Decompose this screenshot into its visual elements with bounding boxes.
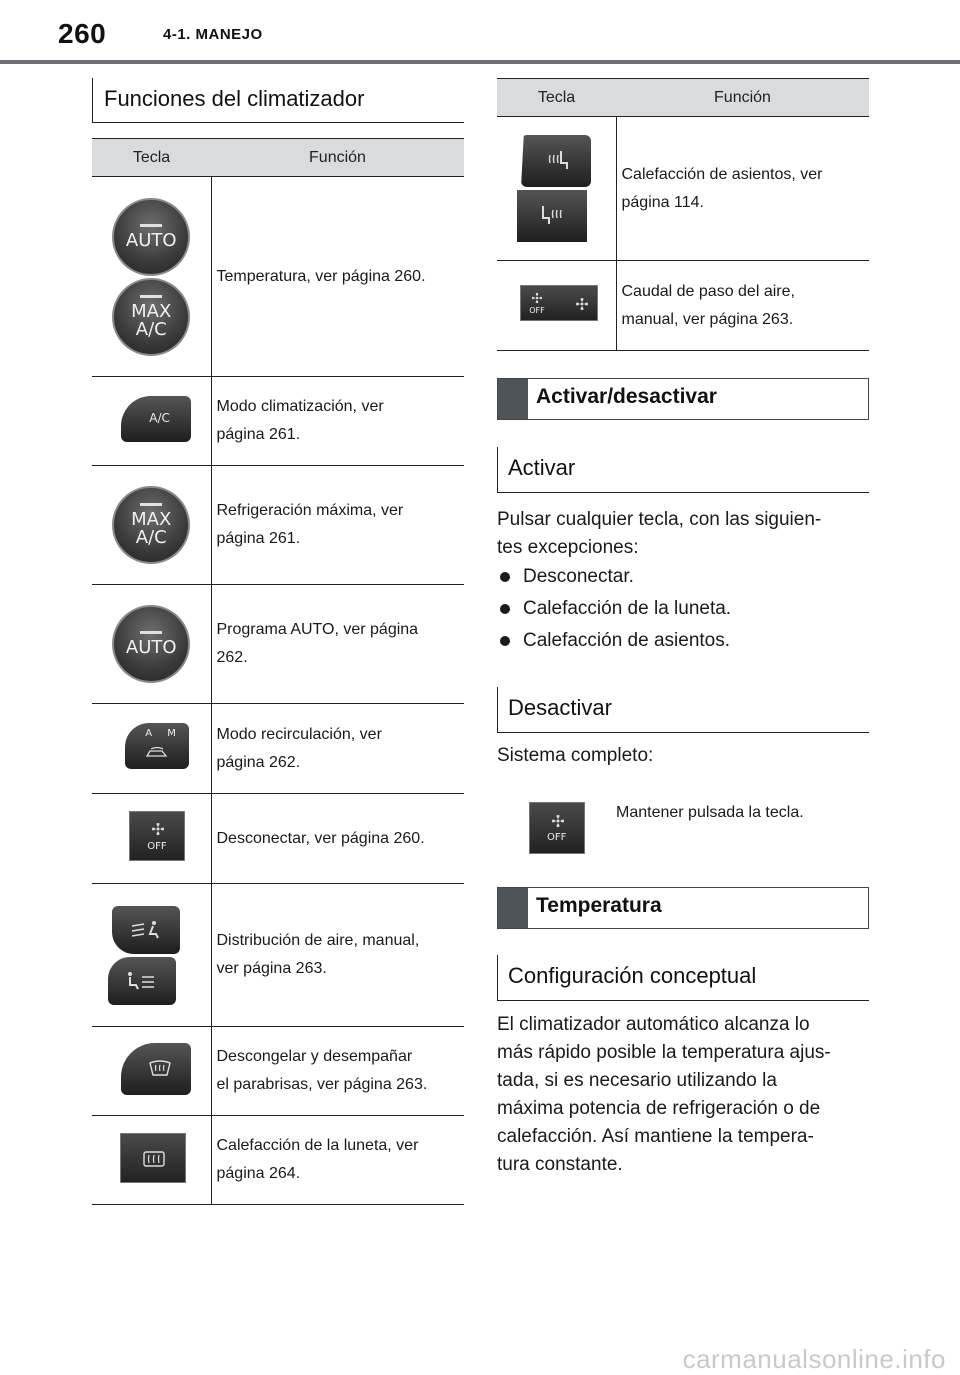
section-band-temperatura [497, 887, 869, 929]
watermark: carmanualsonline.info [682, 1344, 946, 1374]
page-number: 260 [58, 18, 107, 49]
auto-button-icon: AUTO [112, 198, 190, 276]
table-row [92, 177, 464, 377]
column-header-function: Función [616, 79, 869, 117]
function-description: Calefacción de la luneta, ver página 264. [211, 1116, 464, 1205]
list-item: Calefacción de la luneta. [497, 594, 869, 626]
auto-button-icon: AUTO [112, 605, 190, 683]
list-item: Calefacción de asientos. [497, 626, 869, 658]
function-description: Distribución de aire, manual, ver página 263. [211, 884, 464, 1027]
subheading-text: Configuración conceptual [508, 963, 757, 988]
section-band-activar-desactivar [497, 378, 869, 420]
configuracion-paragraph: El climatizador automático alcanza lo más rápido posible la temperatura ajus- tada, si es necesario utilizando la máxima potencia de refrigeración o de calefacción. Así mantiene la tempera- tura constante. [497, 1014, 831, 1175]
hold-key-instruction: Mantener pulsada la tecla. [616, 804, 804, 821]
table-row [92, 1116, 464, 1205]
ac-button-icon: A/C [121, 396, 191, 442]
function-description: Modo climatización, ver página 261. [211, 377, 464, 466]
list-item: Desconectar. [497, 562, 869, 594]
max-ac-button-icon: MAX A/C [112, 278, 190, 356]
subheading-configuracion [497, 955, 869, 1001]
table-row [92, 884, 464, 1027]
table-row [497, 117, 869, 261]
function-description: Programa AUTO, ver página 262. [211, 585, 464, 704]
exceptions-list [497, 562, 869, 658]
section-band-title: Temperatura [536, 894, 662, 917]
table-row [92, 704, 464, 794]
function-description: Calefacción de asientos, ver página 114. [616, 117, 869, 261]
function-description: Refrigeración máxima, ver página 261. [211, 466, 464, 585]
fan-speed-button-icon: OFF [520, 285, 598, 321]
seat-heating-upper-button-icon [521, 135, 591, 187]
desactivar-paragraph: Sistema completo: [497, 745, 654, 766]
air-distribution-upper-button-icon [112, 906, 180, 954]
left-section-title-text: Funciones del climatizador [104, 86, 365, 111]
column-header-function: Función [211, 139, 464, 177]
column-header-key: Tecla [92, 139, 211, 177]
defrost-button-icon [121, 1043, 191, 1095]
page-header [0, 0, 960, 66]
climate-functions-table [92, 138, 464, 1205]
function-description: Desconectar, ver página 260. [211, 794, 464, 884]
function-description: Caudal de paso del aire, manual, ver página 263. [616, 261, 869, 351]
function-description: Temperatura, ver página 260. [211, 177, 464, 377]
fan-off-button-icon: OFF [529, 802, 585, 854]
subheading-activar [497, 447, 869, 493]
table-header-row [92, 139, 464, 177]
activar-paragraph: Pulsar cualquier tecla, con las siguien- tes excepciones: [497, 509, 822, 558]
rear-window-heat-button-icon [120, 1133, 186, 1183]
table-row [92, 794, 464, 884]
recirculation-button-icon: A M [125, 723, 189, 769]
subheading-text: Activar [508, 455, 576, 480]
seat-heating-lower-button-icon [517, 190, 587, 242]
table-row [92, 1027, 464, 1116]
fan-off-button-icon: OFF [129, 811, 185, 861]
table-row [92, 585, 464, 704]
header-rule [0, 60, 960, 64]
table-row [92, 377, 464, 466]
left-section-title [92, 78, 464, 123]
subheading-text: Desactivar [508, 695, 612, 720]
max-ac-button-icon: MAX A/C [112, 486, 190, 564]
table-row [92, 466, 464, 585]
subheading-desactivar [497, 687, 869, 733]
section-band-title: Activar/desactivar [536, 385, 717, 408]
table-row [497, 261, 869, 351]
table-header-row [497, 79, 869, 117]
function-description: Modo recirculación, ver página 262. [211, 704, 464, 794]
auto-and-max-ac-buttons-icon [92, 177, 211, 377]
climate-functions-table-continued [497, 78, 869, 351]
section-label: 4-1. MANEJO [163, 26, 263, 43]
air-distribution-lower-button-icon [108, 957, 176, 1005]
function-description: Descongelar y desempañar el parabrisas, ver página 263. [211, 1027, 464, 1116]
column-header-key: Tecla [497, 79, 616, 117]
